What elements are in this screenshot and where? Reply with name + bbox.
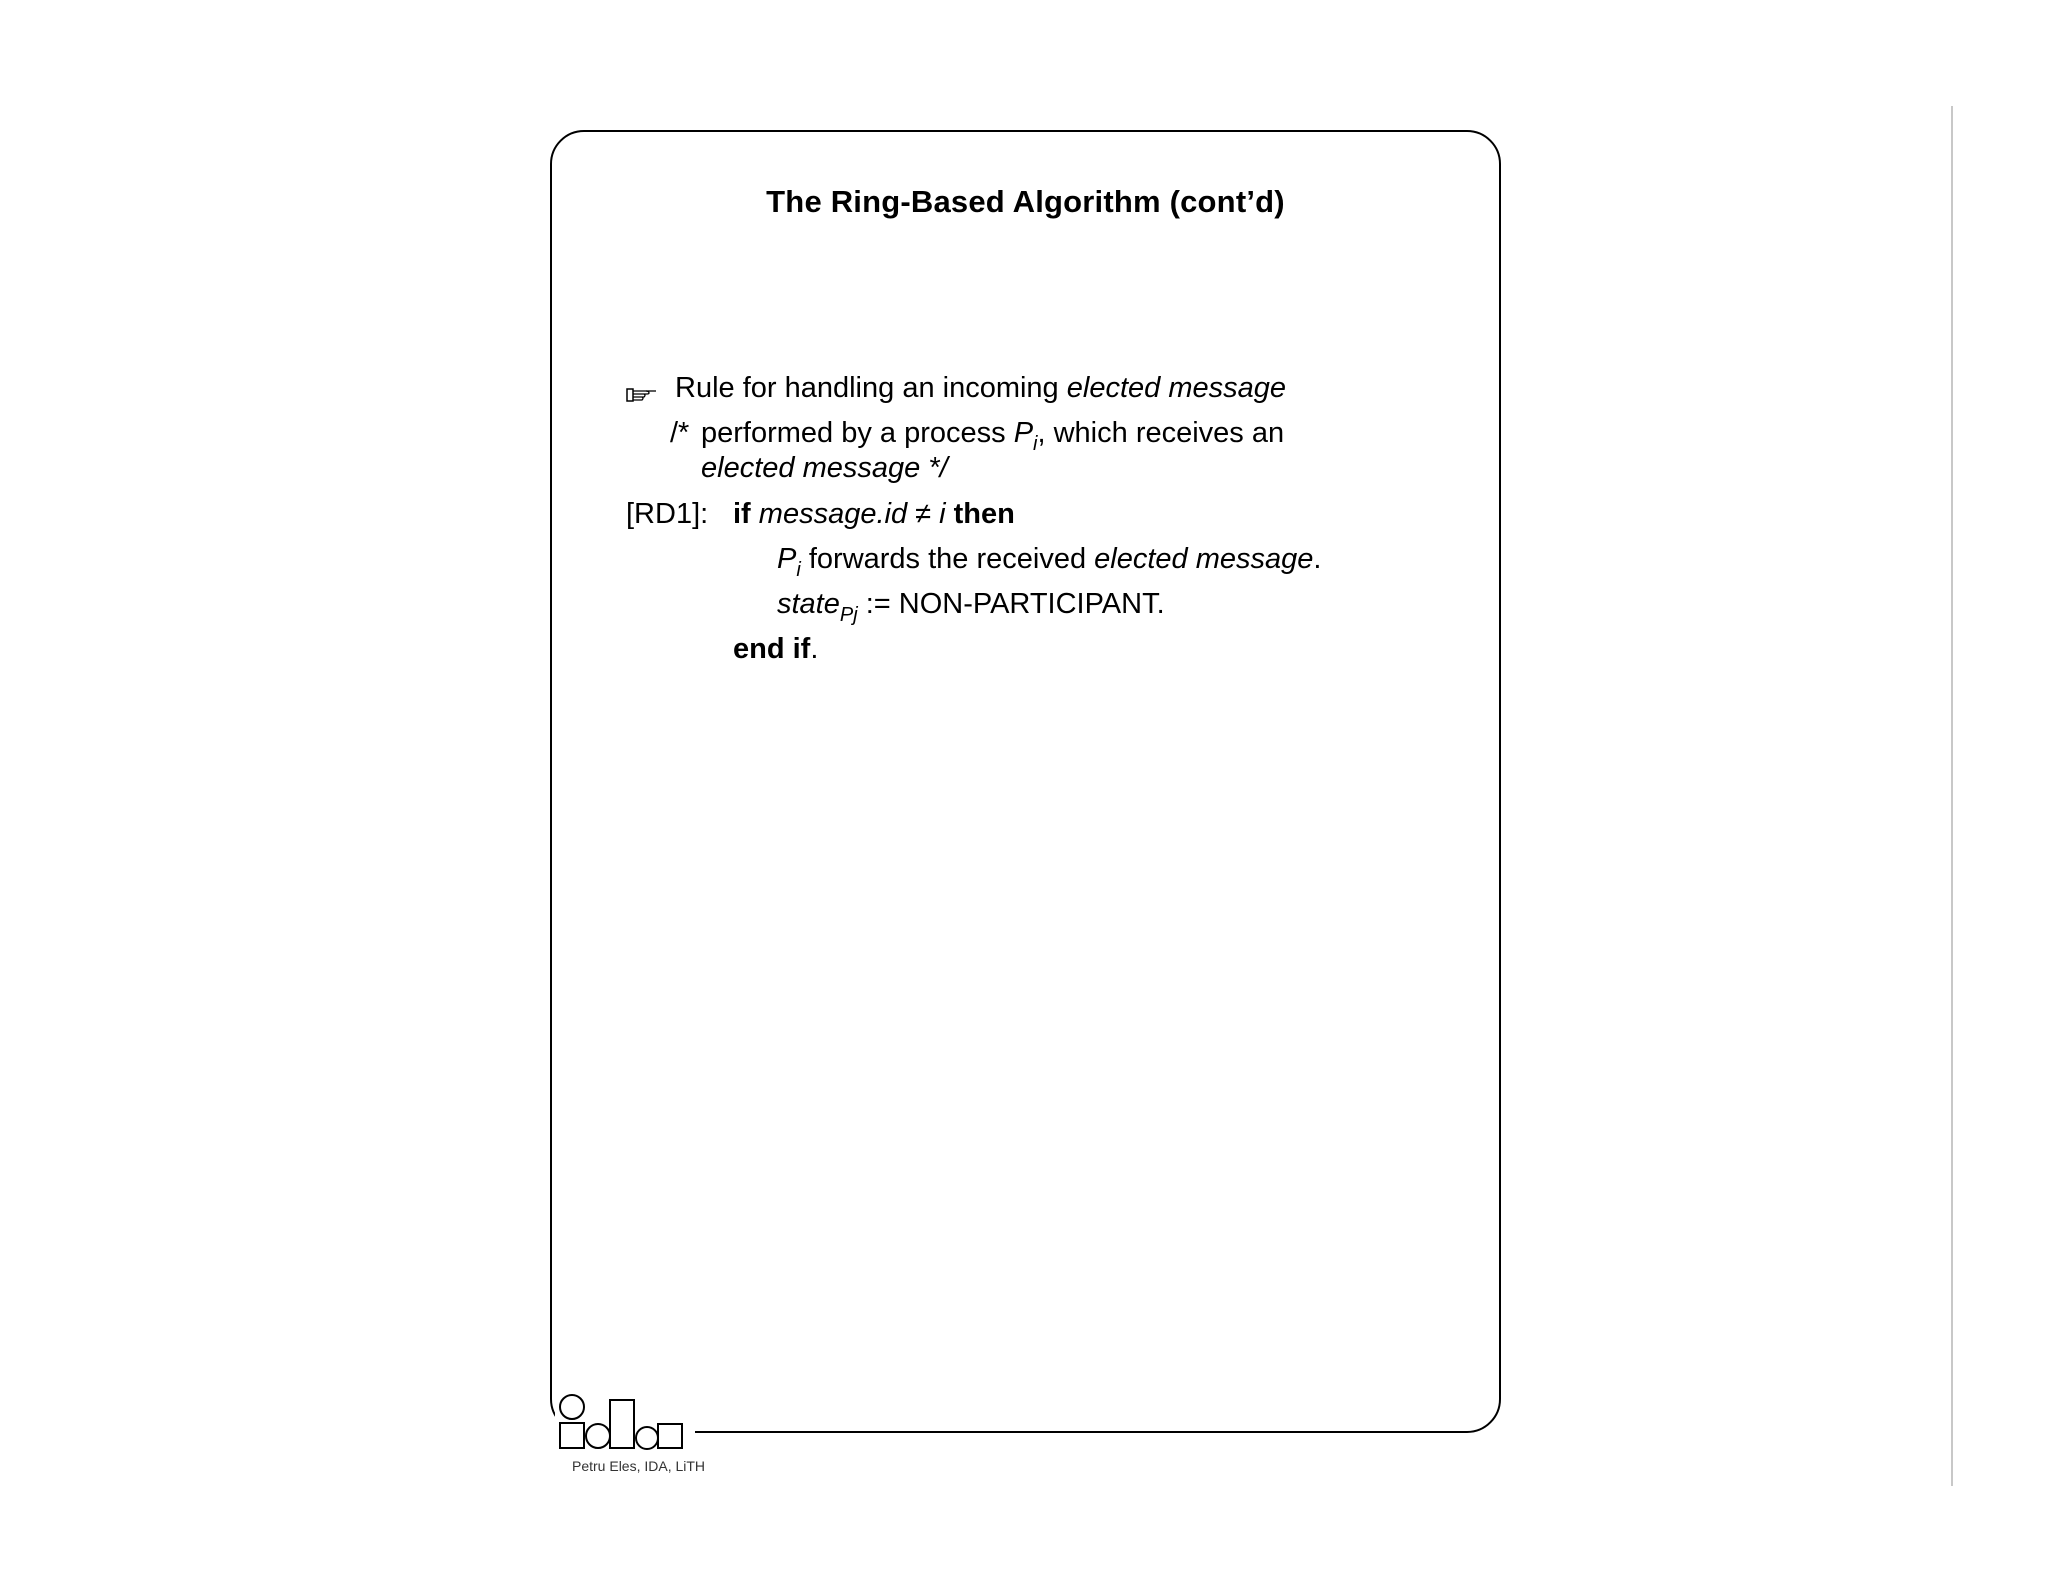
kw-then: then [953,498,1015,530]
comment-proc-sub: i [1033,433,1038,455]
fwd-end: . [1313,543,1322,575]
rule-heading-plain: Rule for handling an incoming [675,372,1067,404]
forward-line [777,543,1322,581]
rule-label: [RD1]: [626,498,709,530]
footer-author: Petru Eles, IDA, LiTH [572,1458,706,1474]
fwd-proc: P [777,543,797,575]
end-period: . [810,633,819,665]
comment-close: */ [920,452,948,484]
fwd-text: forwards the received [800,543,1095,575]
state-sub: Pj [839,604,858,626]
rule-heading-italic: elected message [1066,372,1286,404]
state-var: state [777,588,840,620]
comment-text-1: performed by a process [701,417,1014,449]
end-if-line [733,633,818,666]
page-divider [1951,106,1953,1486]
comment-line-2 [701,452,948,485]
comment-text-2: , which receives an [1037,417,1285,449]
comment-proc: P [1013,417,1034,449]
fwd-proc-sub: i [796,559,801,581]
rule-heading [675,372,1286,405]
fwd-italic: elected message [1094,543,1314,575]
slide-frame [550,130,1501,1433]
state-assign: := NON-PARTICIPANT. [857,588,1165,620]
kw-if: if [733,498,751,530]
pointing-hand-icon [626,384,658,404]
cond-var: i [939,498,946,530]
comment-line-1 [701,417,1285,455]
if-line [733,498,1015,531]
cond-neq: ≠ [907,498,940,530]
comment-line2-italic: elected message [701,452,921,484]
comment-open: /* [670,417,690,449]
department-logo [555,1392,695,1450]
kw-end-if: end if [733,633,811,665]
state-line [777,588,1165,626]
slide-title: The Ring-Based Algorithm (cont’d) [766,184,1285,219]
cond-italic: message.id [758,498,908,530]
